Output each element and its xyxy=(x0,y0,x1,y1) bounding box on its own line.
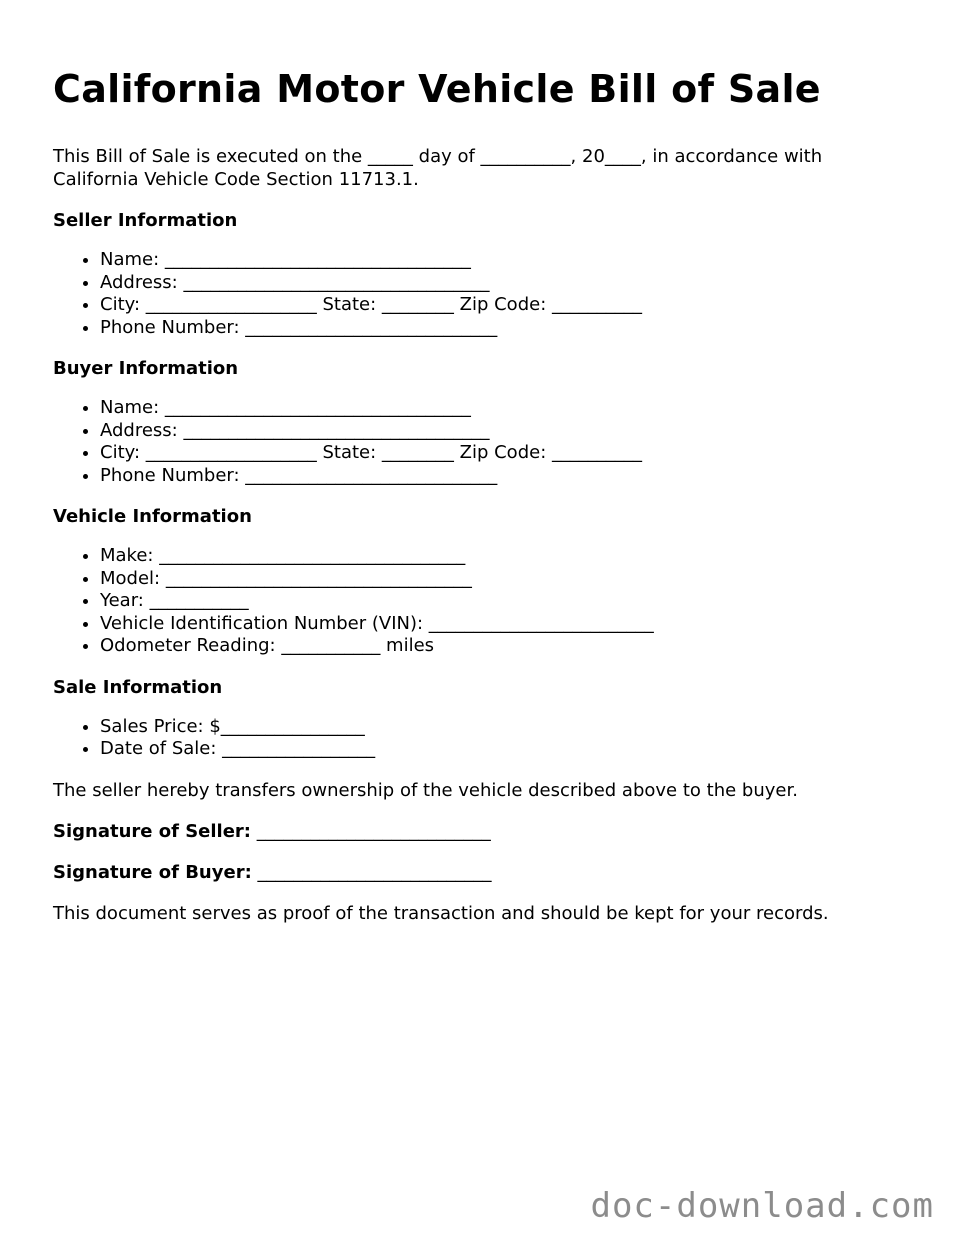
sale-date-item: • Date of Sale: _________________ xyxy=(100,738,913,761)
buyer-list xyxy=(53,397,913,487)
seller-list xyxy=(53,249,913,339)
watermark: doc-download.com xyxy=(590,1186,934,1226)
seller-city-state-zip-item: • City: ___________________ State: ________ Zip Code: __________ xyxy=(100,294,913,317)
intro-paragraph: This Bill of Sale is executed on the _____ day of __________, 20____, in accordance with California Vehicle Code Section 11713.1. xyxy=(53,146,823,190)
document-page xyxy=(53,66,913,945)
buyer-address-item: • Address: __________________________________ xyxy=(100,420,913,443)
closing-paragraph: This document serves as proof of the transaction and should be kept for your records. xyxy=(53,903,829,924)
vehicle-heading: Vehicle Information xyxy=(53,506,252,527)
seller-signature-label: Signature of Seller: xyxy=(53,821,252,842)
seller-signature-line xyxy=(53,821,913,843)
buyer-name-item: • Name: __________________________________ xyxy=(100,397,913,420)
buyer-city-state-zip-item: • City: ___________________ State: ________ Zip Code: __________ xyxy=(100,442,913,465)
vehicle-vin-item: • Vehicle Identification Number (VIN): _________________________ xyxy=(100,613,913,636)
buyer-signature-blank: __________________________ xyxy=(257,862,492,883)
vehicle-odometer-item: • Odometer Reading: ___________ miles xyxy=(100,635,913,658)
buyer-signature-line xyxy=(53,862,913,884)
document-title: California Motor Vehicle Bill of Sale xyxy=(53,67,821,111)
buyer-phone-item: • Phone Number: ____________________________ xyxy=(100,465,913,488)
vehicle-year-item: • Year: ___________ xyxy=(100,590,913,613)
sale-heading: Sale Information xyxy=(53,676,223,698)
seller-phone-item: • Phone Number: ____________________________ xyxy=(100,317,913,340)
transfer-statement: The seller hereby transfers ownership of the vehicle described above to the buyer. xyxy=(53,779,798,801)
buyer-heading: Buyer Information xyxy=(53,358,239,379)
vehicle-model-item: • Model: __________________________________ xyxy=(100,568,913,591)
seller-heading: Seller Information xyxy=(53,210,238,231)
seller-address-item: • Address: __________________________________ xyxy=(100,272,913,295)
seller-signature-blank: __________________________ xyxy=(256,821,491,842)
sale-list xyxy=(53,716,913,761)
seller-name-item: • Name: __________________________________ xyxy=(100,249,913,272)
buyer-signature-label: Signature of Buyer: xyxy=(53,862,252,883)
vehicle-list xyxy=(53,545,913,658)
vehicle-make-item: • Make: __________________________________ xyxy=(100,545,913,568)
sale-price-item: • Sales Price: $________________ xyxy=(100,716,913,739)
